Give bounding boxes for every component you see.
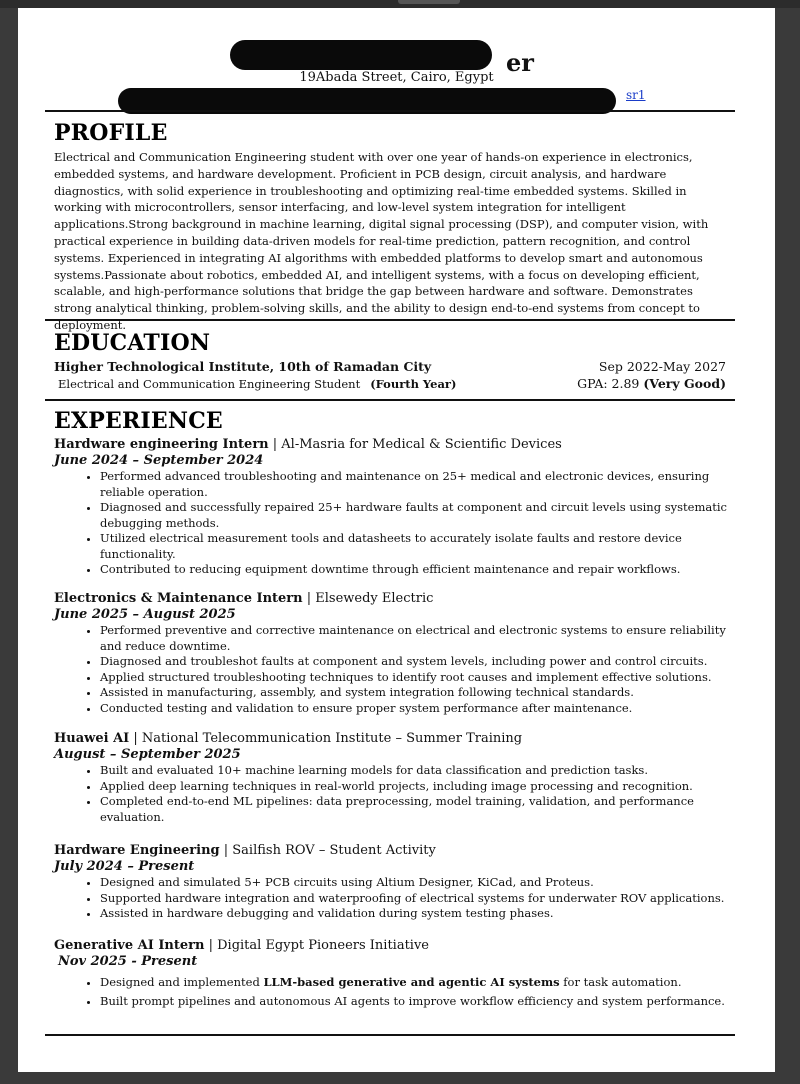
bullet-text: for task automation. bbox=[559, 975, 682, 989]
profile-rule bbox=[45, 319, 735, 321]
bullet-highlight: LLM-based generative and agentic AI systems bbox=[263, 975, 560, 989]
gpa-label: GPA: 2.89 bbox=[577, 376, 640, 391]
gpa bbox=[577, 376, 726, 391]
resume-page bbox=[18, 8, 775, 1072]
job-bullet: • Built and evaluated 10+ machine learning models for data classification and prediction tasks. bbox=[100, 763, 734, 779]
job-bullets bbox=[54, 973, 734, 1011]
education-institution-row bbox=[54, 359, 726, 374]
job-org: | Sailfish ROV – Student Activity bbox=[219, 843, 436, 858]
job-role: Huawei AI bbox=[54, 731, 130, 746]
job-bullet bbox=[100, 973, 734, 992]
job-bullet: • Contributed to reducing equipment downtime through efficient maintenance and repair workflows. bbox=[100, 562, 734, 578]
address: 19Abada Street, Cairo, Egypt bbox=[299, 70, 494, 85]
profile-link-tail[interactable]: sr1 bbox=[626, 88, 646, 102]
name-tail: er bbox=[506, 48, 534, 77]
job-bullet: • Diagnosed and troubleshot faults at component and system levels, including power and control circuits. bbox=[100, 654, 734, 670]
job-dates: June 2024 – September 2024 bbox=[54, 453, 264, 468]
job-bullet: • Assisted in hardware debugging and validation during system testing phases. bbox=[100, 906, 734, 922]
job-bullet: • Supported hardware integration and waterproofing of electrical systems for underwater ROV applications. bbox=[100, 891, 734, 907]
job-org: | National Telecommunication Institute – Summer Training bbox=[129, 731, 523, 746]
job-role: Generative AI Intern bbox=[54, 938, 205, 953]
job-title-line bbox=[54, 437, 734, 453]
job-org: | Al-Masria for Medical & Scientific Devices bbox=[268, 437, 562, 452]
job-bullets bbox=[54, 469, 734, 578]
degree: Electrical and Communication Engineering Student bbox=[58, 377, 361, 391]
job-bullet: • Conducted testing and validation to ensure proper system performance after maintenance. bbox=[100, 701, 734, 717]
job-role: Hardware Engineering bbox=[54, 843, 220, 858]
profile-heading: PROFILE bbox=[54, 120, 168, 146]
job-title-line bbox=[54, 591, 734, 607]
job-bullet: • Performed preventive and corrective maintenance on electrical and electronic systems to ensure reliability and reduce downtime. bbox=[100, 623, 734, 654]
job-bullet: • Performed advanced troubleshooting and maintenance on 25+ medical and electronic devices, ensuring reliable operation. bbox=[100, 469, 734, 500]
job-bullets bbox=[54, 623, 734, 716]
education-heading: EDUCATION bbox=[54, 330, 211, 356]
footer-rule bbox=[45, 1034, 735, 1036]
profile-text: Electrical and Communication Engineering student with over one year of hands-on experience in electronics, embedded systems, and hardware development. Proficient in PCB design, circuit analysis, and hardware diagnostics, with solid experience in troubleshooting and optimizing real-time embedded systems. Skilled in working with microcontrollers, sensor interfacing, and low-level system integration for intelligent applications.Strong background in machine learning, digital signal processing (DSP), and computer vision, with practical experience in building data-driven models for real-time prediction, pattern recognition, and control systems. Experienced in integrating AI algorithms with embedded platforms to develop smart and autonomous systems.Passionate about robotics, embedded AI, and intelligent systems, with a focus on developing efficient, scalable, and high-performance solutions that bridge the gap between hardware and software. Demonstrates strong analytical thinking, problem-solving skills, and the ability to design end-to-end systems from concept to deployment. bbox=[54, 150, 709, 332]
bullet-text: Designed and implemented bbox=[100, 975, 264, 989]
education-rule bbox=[45, 399, 735, 401]
job-role: Electronics & Maintenance Intern bbox=[54, 591, 303, 606]
job-bullet: • Built prompt pipelines and autonomous AI agents to improve workflow efficiency and system performance. bbox=[100, 992, 734, 1011]
job-bullet: • Assisted in manufacturing, assembly, and system integration following technical standards. bbox=[100, 685, 734, 701]
job-title-line bbox=[54, 938, 734, 954]
header-rule bbox=[45, 110, 735, 112]
job-title-line bbox=[54, 843, 734, 859]
job-title-line bbox=[54, 731, 734, 747]
education-dates: Sep 2022-May 2027 bbox=[598, 359, 726, 374]
education-degree-row bbox=[54, 376, 726, 391]
gpa-note: (Very Good) bbox=[643, 376, 726, 391]
job-org: | Elsewedy Electric bbox=[302, 591, 434, 606]
job-dates: August – September 2025 bbox=[54, 747, 241, 762]
degree-year: (Fourth Year) bbox=[370, 377, 457, 391]
job-dates: July 2024 – Present bbox=[54, 859, 195, 874]
job-entry bbox=[54, 731, 734, 825]
viewer-top-bar bbox=[0, 0, 800, 8]
job-role: Hardware engineering Intern bbox=[54, 437, 269, 452]
name-redaction bbox=[230, 40, 492, 70]
job-bullet: • Applied deep learning techniques in real-world projects, including image processing and recognition. bbox=[100, 779, 734, 795]
job-bullet: • Diagnosed and successfully repaired 25+ hardware faults at component and circuit levels using systematic debugging methods. bbox=[100, 500, 734, 531]
viewer-tab[interactable] bbox=[398, 0, 460, 4]
job-entry bbox=[54, 843, 734, 922]
job-dates: Nov 2025 - Present bbox=[58, 954, 198, 969]
job-bullet: • Designed and simulated 5+ PCB circuits using Altium Designer, KiCad, and Proteus. bbox=[100, 875, 734, 891]
job-bullet: • Utilized electrical measurement tools and datasheets to accurately isolate faults and restore device functionality. bbox=[100, 531, 734, 562]
institution-name: Higher Technological Institute, 10th of Ramadan City bbox=[54, 359, 432, 374]
job-entry bbox=[54, 938, 734, 1011]
job-org: | Digital Egypt Pioneers Initiative bbox=[204, 938, 429, 953]
job-bullets bbox=[54, 763, 734, 825]
job-bullets bbox=[54, 875, 734, 922]
experience-heading: EXPERIENCE bbox=[54, 408, 223, 434]
job-entry bbox=[54, 437, 734, 578]
job-entry bbox=[54, 591, 734, 716]
job-dates: June 2025 – August 2025 bbox=[54, 607, 236, 622]
job-bullet: • Applied structured troubleshooting techniques to identify root causes and implement effective solutions. bbox=[100, 670, 734, 686]
job-bullet: • Completed end-to-end ML pipelines: data preprocessing, model training, validation, and performance evaluation. bbox=[100, 794, 734, 825]
